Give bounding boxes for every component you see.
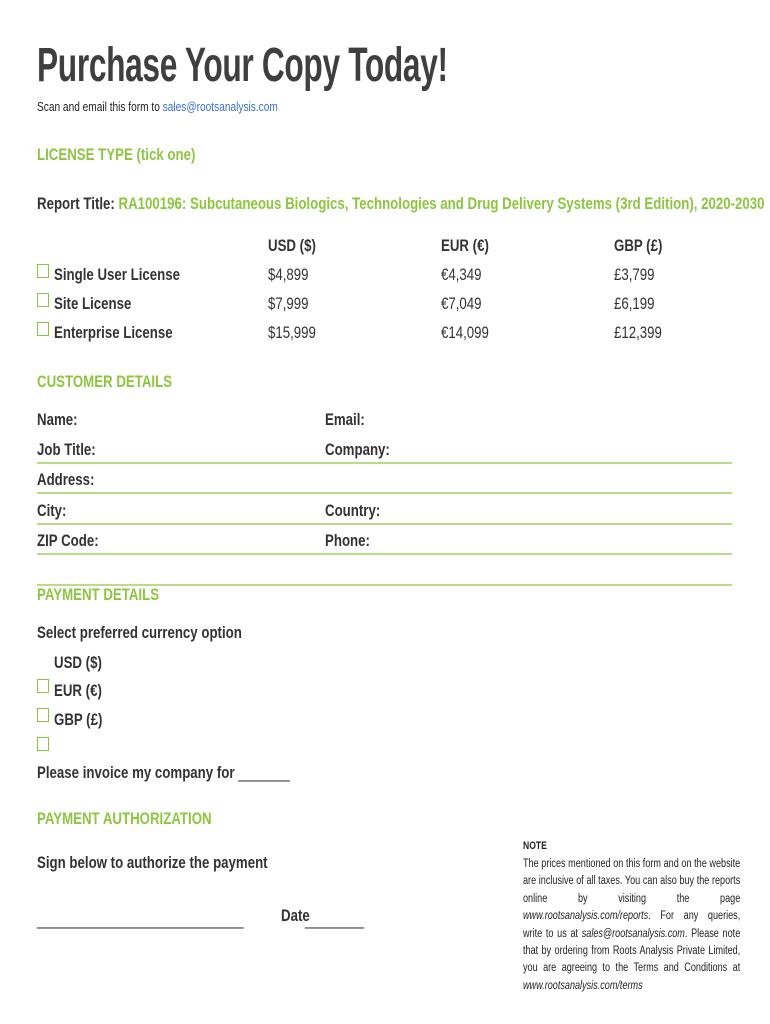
city-country-field[interactable] — [37, 523, 732, 525]
country-label: Country: — [325, 501, 381, 520]
company-label: Company: — [325, 440, 390, 459]
invoice-line — [37, 763, 290, 783]
single-user-usd-price: $4,899 — [268, 265, 309, 284]
license-type-heading: LICENSE TYPE (tick one) — [37, 145, 196, 164]
usd-option-checkbox[interactable] — [37, 679, 49, 693]
site-usd-price: $7,999 — [268, 294, 309, 313]
zip-phone-field[interactable] — [37, 553, 732, 555]
site-eur-price: €7,049 — [441, 294, 482, 313]
sales-email-note-link[interactable]: sales@rootsanalysis.com — [581, 927, 685, 940]
zip-code-label: ZIP Code: — [37, 531, 99, 550]
single-user-gbp-price: £3,799 — [614, 265, 655, 284]
usd-column-header: USD ($) — [268, 236, 316, 255]
sign-instruction: Sign below to authorize the payment — [37, 853, 268, 872]
single-user-license-checkbox[interactable] — [37, 264, 49, 278]
invoice-label: Please invoice my company for — [37, 763, 235, 782]
note-body — [523, 856, 740, 995]
enterprise-usd-price: $15,999 — [268, 323, 316, 342]
job-title-company-field[interactable] — [37, 462, 732, 464]
city-label: City: — [37, 501, 67, 520]
enterprise-gbp-price: £12,399 — [614, 323, 662, 342]
report-title-line — [37, 194, 765, 214]
enterprise-license-checkbox[interactable] — [37, 322, 49, 336]
note-text-1: The prices mentioned on this form and on the website are inclusive of all taxes. You can also buy the reports online by visiting the page — [523, 858, 741, 905]
payment-authorization-heading: PAYMENT AUTHORIZATION — [37, 809, 212, 828]
page-title: Purchase Your Copy Today! — [37, 39, 448, 92]
terms-url[interactable]: www.rootsanalysis.com/terms — [523, 979, 643, 992]
currency-option-eur: EUR (€) — [54, 681, 102, 700]
address-field[interactable] — [37, 492, 732, 494]
note-text-3: . Please note that by ordering from Roots Analysis Private Limited, you are agreeing to the Terms and Conditions at — [523, 927, 741, 975]
reports-url[interactable]: www.rootsanalysis.com/reports — [523, 910, 649, 923]
note-heading: NOTE — [523, 840, 547, 852]
currency-option-gbp: GBP (£) — [54, 710, 103, 729]
site-license-label: Site License — [54, 294, 132, 313]
gbp-option-checkbox[interactable] — [37, 737, 49, 751]
single-user-eur-price: €4,349 — [441, 265, 482, 284]
date-field[interactable]: ________ — [305, 910, 364, 929]
enterprise-eur-price: €14,099 — [441, 323, 489, 342]
gbp-column-header: GBP (£) — [614, 236, 663, 255]
report-title-label: Report Title: — [37, 194, 119, 213]
note-text-2: . For any queries, write to us at — [523, 910, 741, 940]
address-label: Address: — [37, 470, 95, 489]
enterprise-license-label: Enterprise License — [54, 323, 173, 342]
payment-details-heading: PAYMENT DETAILS — [37, 585, 160, 604]
eur-option-checkbox[interactable] — [37, 708, 49, 722]
sales-email-link[interactable]: sales@rootsanalysis.com — [162, 99, 278, 114]
email-label: Email: — [325, 410, 365, 429]
signature-field[interactable]: ____________________________ — [37, 910, 244, 929]
date-label: Date — [281, 906, 310, 925]
site-gbp-price: £6,199 — [614, 294, 655, 313]
site-license-checkbox[interactable] — [37, 293, 49, 307]
report-title-value: RA100196: Subcutaneous Biologics, Technologies and Drug Delivery Systems (3rd Edition), 2020-2030 — [118, 194, 765, 213]
single-user-license-label: Single User License — [54, 265, 181, 284]
eur-column-header: EUR (€) — [441, 236, 489, 255]
currency-option-usd: USD ($) — [54, 653, 102, 672]
customer-details-heading: CUSTOMER DETAILS — [37, 372, 173, 391]
job-title-label: Job Title: — [37, 440, 96, 459]
instruction-text — [37, 99, 278, 114]
phone-label: Phone: — [325, 531, 370, 550]
instruction-prefix: Scan and email this form to — [37, 99, 163, 114]
currency-option-label: Select preferred currency option — [37, 623, 242, 642]
name-label: Name: — [37, 410, 78, 429]
invoice-amount-field[interactable]: _______ — [238, 763, 290, 782]
